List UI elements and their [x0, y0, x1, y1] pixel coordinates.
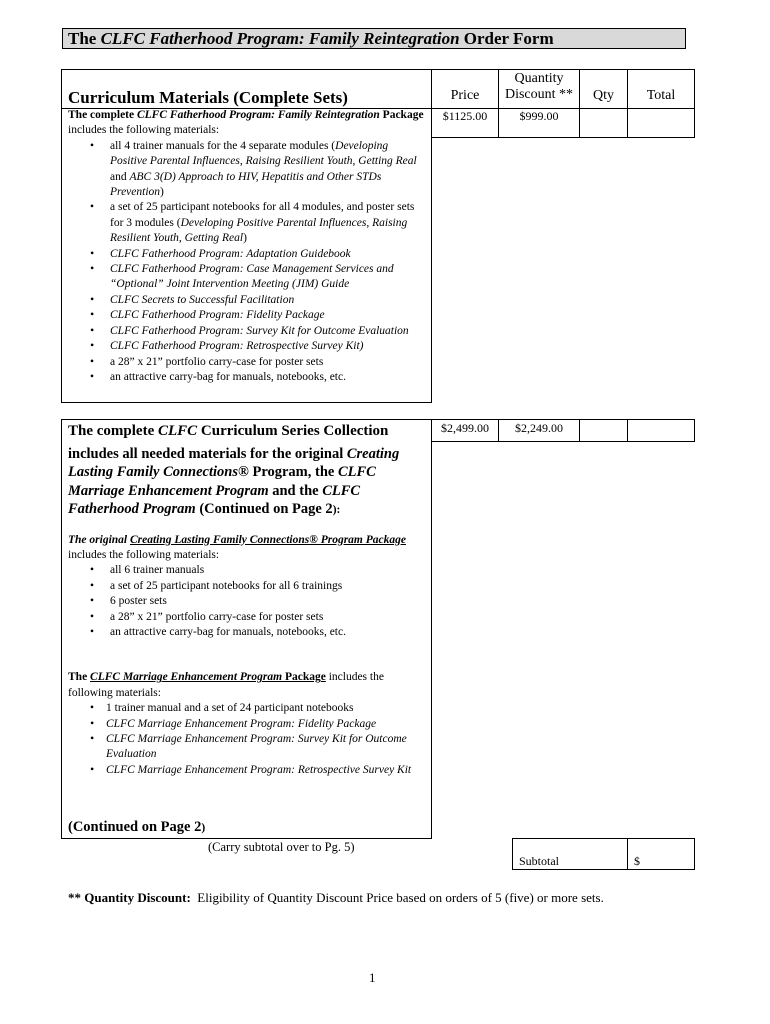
subtotal-value-field[interactable] [627, 838, 695, 870]
header-price [431, 69, 499, 109]
item2-original-intro: The original Creating Lasting Family Connections® Program Package includes the following materials: [68, 533, 406, 561]
list-item: • 1 trainer manual and a set of 24 participant notebooks [62, 701, 426, 716]
item2-discount-price: $2,249.00 [498, 419, 580, 442]
list-item: • an attractive carry-bag for manuals, notebooks, etc. [62, 370, 426, 385]
item2-marriage-list [62, 701, 426, 778]
section-heading: Curriculum Materials (Complete Sets) [68, 88, 348, 107]
item2-qty-input[interactable] [579, 419, 628, 442]
item1-description [68, 108, 426, 385]
discount-label-1: Quantity [514, 71, 564, 86]
item1-discount-price: $999.00 [498, 108, 580, 138]
list-item: • CLFC Marriage Enhancement Program: Survey Kit for Outcome Evaluation [62, 732, 426, 763]
list-item: • CLFC Fatherhood Program: Case Management Services and “Optional” Joint Intervention Meeting (JIM) Guide [62, 262, 426, 293]
quantity-discount-note: ** Quantity Discount: Eligibility of Quantity Discount Price based on orders of 5 (five) or more sets. [68, 890, 604, 905]
item2-original-list [62, 563, 426, 640]
item2-marriage-intro: The CLFC Marriage Enhancement Program Package includes the following materials: [68, 671, 384, 699]
header-section-cell [61, 69, 432, 109]
price-label: Price [450, 88, 480, 103]
item2-total-field[interactable] [627, 419, 695, 442]
total-label: Total [646, 88, 676, 103]
page-number: 1 [369, 970, 376, 985]
list-item: • CLFC Secrets to Successful Facilitation [62, 293, 426, 308]
discount-label-2: Discount ** [504, 87, 574, 102]
list-item: • CLFC Fatherhood Program: Adaptation Guidebook [62, 247, 426, 262]
item2-price: $2,499.00 [431, 419, 499, 442]
list-item: • CLFC Fatherhood Program: Retrospective Survey Kit) [62, 339, 426, 354]
qty-label: Qty [593, 88, 614, 103]
list-item: • CLFC Marriage Enhancement Program: Fidelity Package [62, 717, 426, 732]
subtotal-value: $ [634, 854, 640, 868]
list-item: • 6 poster sets [62, 594, 426, 609]
item2-summary: includes all needed materials for the original Creating Lasting Family Connections® Program, the CLFC Marriage Enhancement Program and the CLFC Fatherhood Program (Continued on Page 2): [68, 445, 400, 517]
header-discount [498, 69, 580, 109]
header-total [627, 69, 695, 109]
item2-continued: (Continued on Page 2) [68, 819, 206, 835]
item1-total-field[interactable] [627, 108, 695, 138]
header-qty [579, 69, 628, 109]
list-item: • CLFC Fatherhood Program: Fidelity Package [62, 308, 426, 323]
item1-intro: The complete CLFC Fatherhood Program: Family Reintegration Package includes the following materials: [68, 109, 424, 137]
list-item: • a set of 25 participant notebooks for all 4 modules, and poster sets for 3 modules (Developing Positive Parental Influences, Raising Resilient Youth, Getting Real) [62, 200, 426, 246]
list-item: • CLFC Fatherhood Program: Survey Kit for Outcome Evaluation [62, 324, 426, 339]
item2-description [68, 422, 426, 778]
item2-heading: The complete CLFC Curriculum Series Collection [68, 423, 389, 439]
list-item: • a 28” x 21” portfolio carry-case for poster sets [62, 355, 426, 370]
subtotal-label-cell [512, 838, 628, 870]
list-item: • a set of 25 participant notebooks for all 6 trainings [62, 579, 426, 594]
form-title: The CLFC Fatherhood Program: Family Reintegration Order Form [62, 28, 686, 49]
list-item: • all 6 trainer manuals [62, 563, 426, 578]
item2-description-cell [61, 419, 432, 839]
item1-price: $1125.00 [431, 108, 499, 138]
item1-qty-input[interactable] [579, 108, 628, 138]
carry-subtotal-note: (Carry subtotal over to Pg. 5) [208, 840, 355, 854]
list-item: • a 28” x 21” portfolio carry-case for poster sets [62, 610, 426, 625]
list-item: • all 4 trainer manuals for the 4 separate modules (Developing Positive Parental Influences, Raising Resilient Youth, Getting Real and ABC 3(D) Approach to HIV, Hepatitis and Other STDs Prevention) [62, 139, 426, 201]
list-item: • an attractive carry-bag for manuals, notebooks, etc. [62, 625, 426, 640]
subtotal-label: Subtotal [519, 854, 560, 868]
item1-description-cell [61, 108, 432, 403]
item1-materials-list [62, 139, 426, 386]
list-item: • CLFC Marriage Enhancement Program: Retrospective Survey Kit [62, 763, 426, 778]
